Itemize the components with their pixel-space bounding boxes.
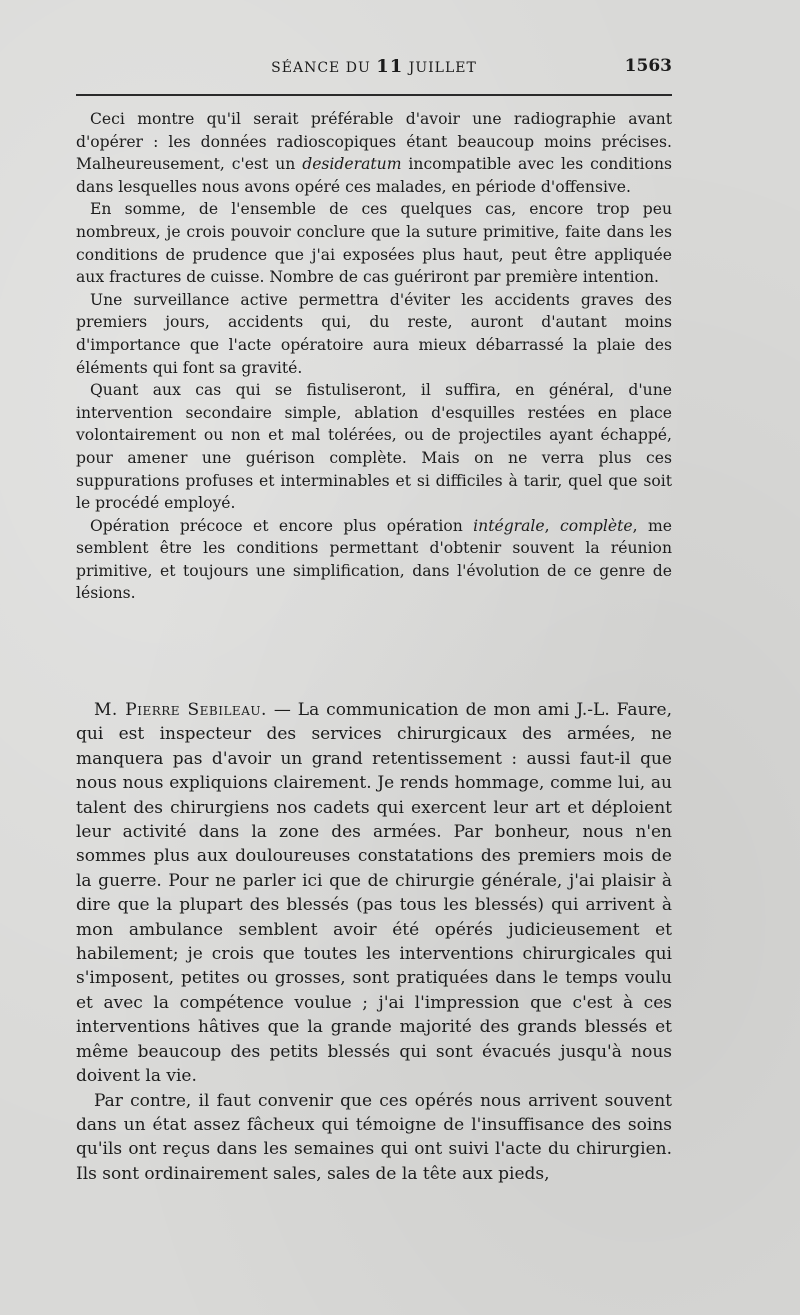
header-rule (76, 94, 672, 96)
paragraph-5-text: Opération précoce et encore plus opération (90, 516, 474, 535)
paragraph-6 (76, 698, 672, 1089)
paragraph-5 (76, 515, 672, 605)
paragraph-5-text-end: , me semblent être les conditions permettant d'obtenir souvent la réunion primitive, et toujours une simplification, dans l'évolution de ce genre de lésions. (76, 516, 672, 603)
text-block-previous-communication (76, 108, 672, 605)
paragraph-4: Quant aux cas qui se fistuliseront, il suffira, en général, d'une intervention secondaire simple, ablation d'esquilles restées en place volontairement ou non et mal tolérées, ou de projectiles ayant échappé, pour amener une guérison complète. Mais on ne verra plus ces suppurations profuses et interminables et si difficiles à tarir, quel que soit le procédé employé. (76, 381, 672, 513)
paragraph-5-text-mid: , (544, 516, 561, 535)
running-head (76, 56, 672, 77)
running-head-post: JUILLET (403, 60, 477, 76)
paragraph-1-italic: desideratum (302, 155, 402, 174)
page-header (76, 56, 672, 80)
paragraph-1 (76, 108, 672, 198)
speaker-name: M. Pierre Sebileau. (94, 700, 267, 720)
running-head-pre: SÉANCE DU (271, 60, 377, 76)
paragraph-5-italic-1: intégrale (473, 516, 545, 535)
paragraph-1-text-end: incompatible avec les conditions dans lesquelles nous avons opéré ces malades, en période d'offensive. (76, 155, 672, 196)
paragraph-1-text: Ceci montre qu'il serait préférable d'avoir une radiographie avant d'opérer : les données radioscopiques étant beaucoup moins précises. Malheureusement, c'est un (76, 110, 672, 174)
paragraph-5-italic-2: complète (560, 516, 633, 535)
paragraph-3: Une surveillance active permettra d'éviter les accidents graves des premiers jours, accidents qui, du reste, auront d'autant moins d'importance que l'acte opératoire aura mieux débarrassé la plaie des éléments qui font sa gravité. (76, 290, 672, 377)
page-number: 1563 (624, 56, 672, 76)
text-block-sebileau (76, 698, 672, 1186)
paragraph-6-text: — La communication de mon ami J.-L. Faure, qui est inspecteur des services chirurgicaux des armées, ne manquera pas d'avoir un grand retentissement : aussi faut-il que nous nous expliquions clairement. Je rends hommage, comme lui, au talent des chirurgiens nos cadets qui exercent leur art et déploient leur activité dans la zone des armées. Par bonheur, nous n'en sommes plus aux douloureuses constatations des premiers mois de la guerre. Pour ne parler ici que de chirurgie générale, j'ai plaisir à dire que la plupart des blessés (pas tous les blessés) qui arrivent à mon ambulance semblent avoir été opérés judicieusement et habilement; je crois que toutes les interventions chirurgicales qui s'imposent, petites ou grosses, sont pratiquées dans le temps voulu et avec la compétence voulue ; j'ai l'impression que c'est à ces interventions hâtives que la grande majorité des grands blessés et même beaucoup des petits blessés qui sont évacués jusqu'à nous doivent la vie. (76, 700, 672, 1087)
paragraph-2: En somme, de l'ensemble de ces quelques cas, encore trop peu nombreux, je crois pouvoir conclure que la suture primitive, faite dans les conditions de prudence que j'ai exposées plus haut, peut être appliquée aux fractures de cuisse. Nombre de cas guériront par première intention. (76, 200, 672, 287)
paragraph-7: Par contre, il faut convenir que ces opérés nous arrivent souvent dans un état assez fâcheux qui témoigne de l'insuffisance des soins qu'ils ont reçus dans les semaines qui ont suivi l'acte du chirurgien. Ils sont ordinairement sales, sales de la tête aux pieds, (76, 1090, 672, 1184)
running-head-day: 11 (376, 56, 404, 77)
